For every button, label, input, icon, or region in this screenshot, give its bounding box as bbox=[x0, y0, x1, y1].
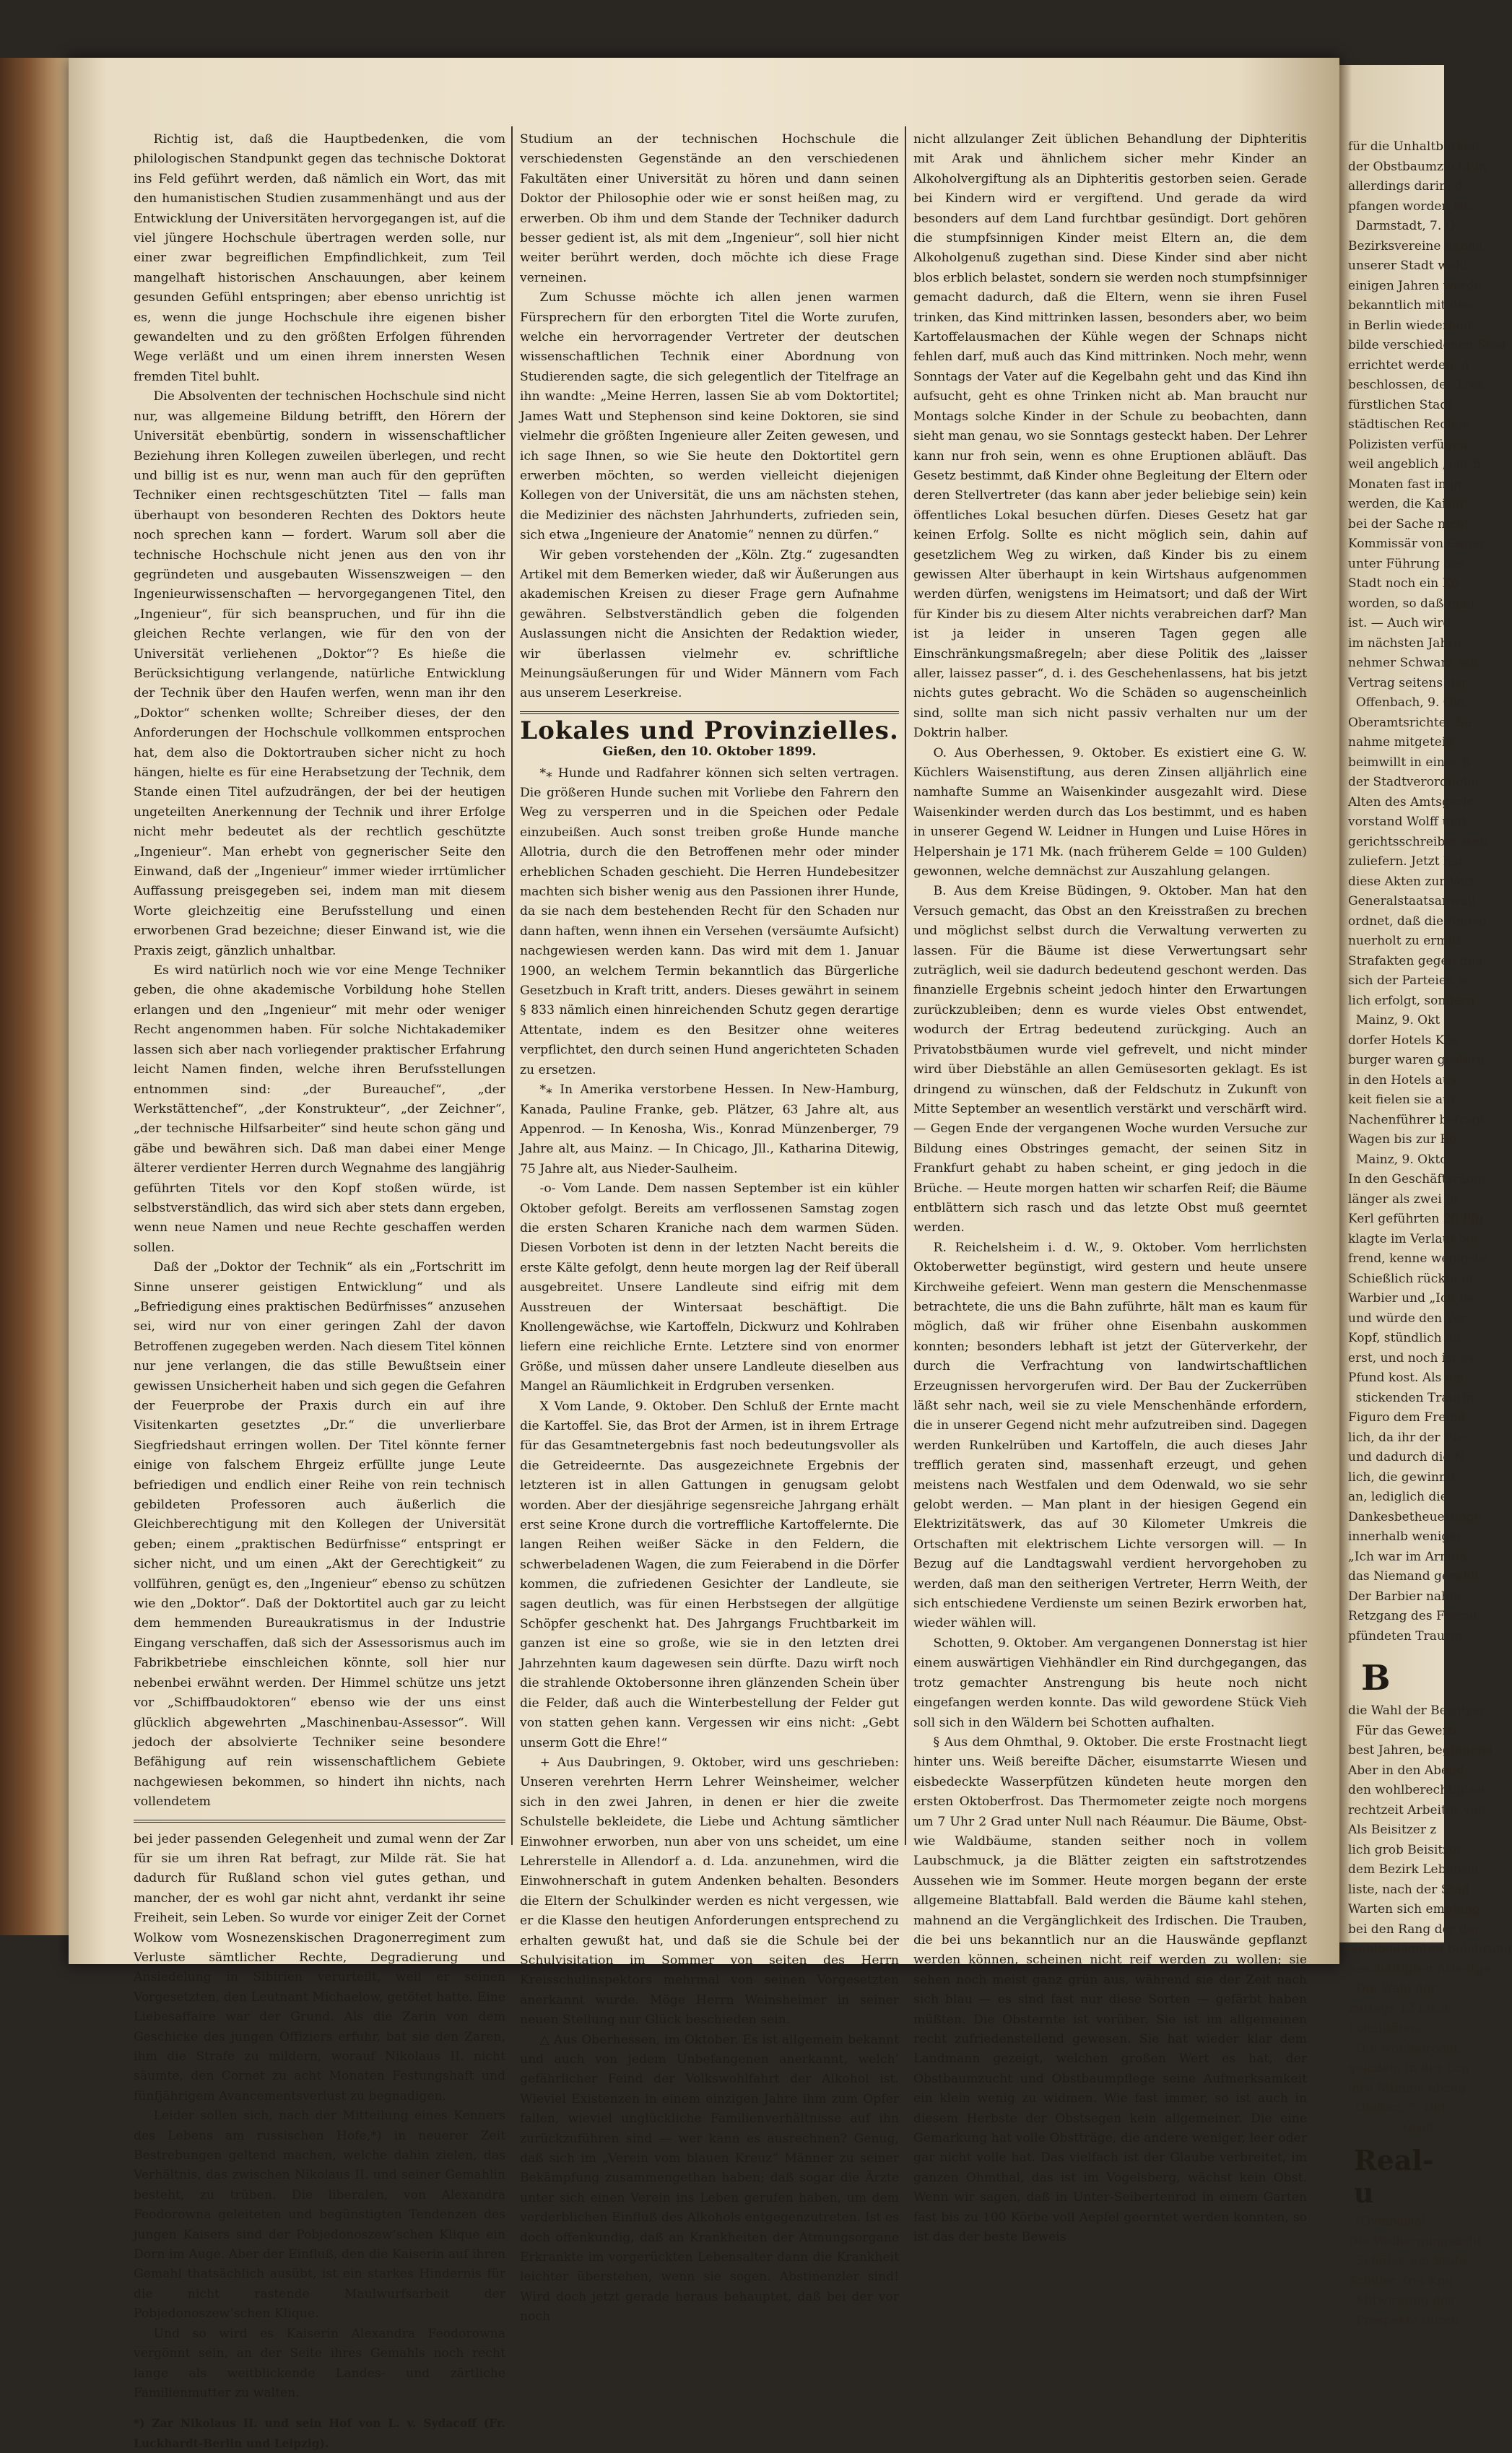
column-1 bbox=[134, 130, 505, 2453]
dateline: Gießen, den 10. Oktober 1899. bbox=[602, 744, 817, 760]
news-item: X Vom Lande, 9. Oktober. Den Schluß der Ernte macht die Kartoffel. Sie, das Brot der Armen, ist in ihrem Ertrage für das Gesamtnetergebnis fast noch bedeutungsvoller als die Getreideernte. Das ausgezeichnete Ergebnis der letzteren ist in allen Gattungen in genugsam gelobt worden. Aber der diesjährige segensreiche Jahrgang erhält erst seine Krone durch die vortreffliche Kartoffelernte. Die langen Reihen weißer Säcke in den Feldern, die schwerbeladenen Wagen, die zum Feierabend in die Dörfer kommen, die zufriedenen Gesichter der Landleute, sie sagen deutlich, was für einen Herbstsegen der allgütige Schöpfer geschenkt hat. Des Jahrgangs Fruchtbarkeit im ganzen ist eine so große, wie sie in den letzten drei Jahrzehnten kaum dagewesen sein dürfte. Dazu wirft noch die strahlende Oktobersonne ihren glänzenden Schein über die Felder, daß auch die Winterbestellung der Felder gut von statten gehen kann. Vergessen wir eins nicht: „Gebt unserm Gott die Ehre!“ bbox=[520, 1399, 899, 1750]
adjacent-page-text: die Wahl der Beisitzer Für das Gewerb best Jahren, beginnend Aber in den Abend den wohlberechtigten rechtzeit Arbeiter von Als Beisitzer z lich grob Beisitzer dem Bezirk Lebensla liste, nach der Stad Warten sich empfang bei den Rang der der wohlbedachten Belehrung beschäftigten Arbeitge Die Wahl der mittags 12 bis d Lokalitäten. Die wohlberecht geladen, in der Lag ihre Stimme abzug Gießen, 7. Okt Groß bbox=[1348, 1703, 1512, 2135]
article-paragraph: bei jeder passenden Gelegenheit und zumal wenn der Zar für sie um ihren Rat befragt, zur Milde rät. Sie hat dadurch für Rußland schon viel gutes gethan, und mancher, der es wohl gar nicht ahnt, verdankt ihr seine Freiheit, sein Leben. So wurde vor einiger Zeit der Cornet Wolkow vom Wosnezenskischen Dragonerregiment zum Verluste sämtlicher Rechte, Degradierung und Ansiedelung in Sibirien verurteilt, weil er seinen Vorgesetzten, den Leutnant Michaelow, getötet hatte. Eine Liebesaffaire war der Grund. Als die Zarin von dem Geschicke des jungen Offiziers erfuhr, bat sie den Zaren, ihm die Strafe zu mildern, worauf Nikolaus II. nicht säumte, den Cornet zu acht Monaten Festungshaft und fünfjährigem Avancementsverlust zu begnadigen. bbox=[134, 1831, 505, 2103]
column-rule-2 bbox=[905, 126, 906, 1845]
adjacent-page bbox=[1339, 65, 1512, 2328]
footnote: *) Zar Nikolaus II. und sein Hof von L. v. Sydacoff (Fr. Luckhardt-Berlin und Leipzig). bbox=[134, 2416, 505, 2450]
news-item: + Aus Daubringen, 9. Oktober, wird uns geschrieben: Unseren verehrten Herrn Lehrer Weinsheimer, welcher sich in den zwei Jahren, in denen er hier die zweite Schulstelle bekleidete, die Liebe und Achtung sämtlicher Einwohner erworben, nun aber von uns scheidet, um eine Lehrerstelle in Allendorf a. d. Lda. anzunehmen, wird die Einwohnerschaft in gutem Andenken behalten. Besonders die Eltern der Schulkinder werden es nicht vergessen, wie er die Klasse den heutigen Anforderungen entsprechend zu erhalten gewußt hat, und daß sie die Schule bei der Schulvisitation im Sommer von seiten des Herrn Kreisschulinspektors mehrmal von seinen Vorgesetzten anerkannt wurde. Möge Herrn Weinsheimer in seiner neuen Stellung nur Glück beschieden sein. bbox=[520, 1755, 899, 2028]
adjacent-page-heading: Real- u bbox=[1354, 2144, 1434, 2209]
article-paragraph: Richtig ist, daß die Hauptbedenken, die vom philologischen Standpunkt gegen das technische Doktorat ins Feld geführt werden, daß nämlich ein Wort, das mit den humanistischen Studien zusammenhängt und aus der Entwicklung der Universitäten hervorgegangen ist, auf die viel jüngere Hochschule übertragen werden solle, nur einer zwar begreiflichen Empfindlichkeit, zum Teil mangelhaft historischen Anschauungen, aber keinem gesunden Gefühl entspringen; aber ebenso unrichtig ist es, wenn die junge Hochschule ihre eigenen bisher gewandelten und zu den größten Erfolgen führenden Wege verläßt und um einen ihrem innersten Wesen fremden Titel buhlt. bbox=[134, 132, 505, 384]
column-2 bbox=[520, 130, 899, 2327]
book-binding-edge bbox=[0, 58, 79, 1935]
adjacent-page-text: für die Unhaltbarkeit der Obstbaumzucht in allerdings darin; d pfangen worden ist. Darmstadt, 7. O Bezirksvereine haben unserer Stadt wohl einigen Jahren werde bekanntlich mit den in Berlin wiederholt bilde verschiedenen Stad errichtet werden, d beschlossen, der Tres fürstlichen Stadt städtischen Rechnu Polizisten verfügen weil angeblich „ein B Monaten fast in gr werden, die Kaiser bei der Sache nicht Kommissär von Gener unter Führung des Stadt noch ein Ko worden, so daß man ist. — Auch wird im nächsten Jahre nehmer Schwarz sch Vertrag seitens der Offenbach, 9. Okt Oberamtsrichter Sa nahme mitgeteilt beimwillt in einer B der Stadtverordneter Alten des Amtsgeric vorstand Wolff und gerichtsschreiber wen zuliefern. Jetzt hat diese Akten zur Verf Generalstaatsanwalt ordnet, daß die Amtsg nuerholt zu ermitt Strafakten gegen den sich der Parteien w lich erfolgt, sondern Mainz, 9. Okt dorfer Hotels Käs burger waren gestern in den Hotels aus keit fielen sie auf Nachenführer befragt Wagen bis zur Bu Mainz, 9. Okto In den Geschäftsräum länger als zwei Ja Kerl geführten 20 Pfg. klagte im Verlauf bei frend, kenne wenigste Schießlich rückte er Warbier und „Ich ha und würde den Ver Kopf, stündlich an erst, und noch ist es Pfund kost. Als ein stickenden Traurin Figuro dem Fremd lich, da ihr der Fre und dadurch die N lich, die gewinnd an, lediglich die Dankesbetheuerunge innerhalb weniger „Ich war im Armen das Niemand gezahlt Der Barbier nahm Retzgang des Fremd pfündeten Traurin bbox=[1348, 139, 1506, 1644]
section-divider bbox=[134, 1820, 505, 1823]
column-rule-1 bbox=[511, 126, 513, 1845]
article-paragraph: Studium an der technischen Hochschule die verschiedensten Gegenstände an den verschiedenen Fakultäten einer Universität zu hören und dann seinen Doktor der Philosophie oder wie er sonst heißen mag, zu erwerben. Ob ihm und dem Stande der Techniker dadurch besser gedient ist, als mit dem „Ingenieur“, soll hier nicht weiter berührt werden, doch möchte ich diese Frage verneinen. bbox=[520, 132, 899, 285]
news-item: O. Aus Oberhessen, 9. Oktober. Es existiert eine G. W. Küchlers Waisenstiftung, aus deren Zinsen alljährlich eine namhafte Summe an Waisenkinder ausgezahlt wird. Diese Waisenkinder werden durch das Los bestimmt, und es haben in unserer Gegend W. Leidner in Hungen und Luise Höres in Helpershain je 171 Mk. (nach früherem Gelde = 100 Gulden) gewonnen, welche demnächst zur Auszahlung gelangen. bbox=[913, 745, 1307, 880]
news-item: § Aus dem Ohmthal, 9. Oktober. Die erste Frostnacht liegt hinter uns. Weiß bereifte Dächer, eisumstarrte Wiesen und eisbedeckte Wasserpfützen kündeten heute morgen den ersten Oktoberfrost. Das Thermometer zeigte noch morgens um 7 Uhr 2 Grad unter Null nach Réaumur. Die Bäume, Obst- wie Waldbäume, standen seither noch in vollem Laubschmuck, ja die Blätter zeigten ein saftstrotzendes Aussehen wie im Sommer. Heute morgen begann der erste allgemeine Blattabfall. Bald werden die Bäume kahl stehen, mahnend an die Vergänglichkeit des Irdischen. Die Trauben, die bei uns bekanntlich nur an die Hauswände gepflanzt werden können, scheinen nicht reif werden zu wollen; sie sehen noch meist ganz grün aus, während sie der Zeit nach sich blau — es sind fast nur diese Sorten — gefärbt haben müßten. Die Obsternte ist vorüber. Sie ist im allgemeinen recht zufriedenstellend gewesen. Sie hat wieder klar dem Landmann gezeigt, welchen großen Wert es hat, der Obstbaumzucht und Obstbaumpflege seine Aufmerksamkeit ein klein wenig zu widmen. Wie fast immer, so ist auch in diesem Herbste der Obstsegen kein allgemeiner. Die eine Gemarkung hat volle Obstträge, die andere weniger, leer oder gar nicht volle hat. Das vielfach ist der Glaube verbreitet, im ganzen Ohmthal, das ist im Vogelsberg, wächst kein Obst. Wenn wir sagen, daß in Unter-Seibertenrod in einem Garten fast bis zu 100 Körbe voll Aepfel geerntet werden konnten, so ist das der beste Beweis bbox=[913, 1735, 1307, 2245]
news-item: Schotten, 9. Oktober. Am vergangenen Donnerstag ist hier einem auswärtigen Viehhändler ein Rind durchgegangen, das trotz gemachter Anstrengung bis heute noch nicht eingefangen werden konnte. Das wild gewordene Stück Vieh soll sich in den Wäldern bei Schotten aufhalten. bbox=[913, 1636, 1307, 1730]
article-paragraph: Wir geben vorstehenden der „Köln. Ztg.“ zugesandten Artikel mit dem Bemerken wieder, daß wir Äußerungen aus akademischen Kreisen zu dieser Frage gern Aufnahme gewähren. Selbstverständlich geben die folgenden Auslassungen nicht die Ansichten der Redaktion wieder, wir überlassen vielmehr ev. schriftliche Meinungsäußerungen für und Wider Männern vom Fach aus unserem Leserkreise. bbox=[520, 547, 899, 701]
article-paragraph: Leider sollen sich, nach der Mitteilung eines Kenners des Lebens am russischen Hofe,*) in neuerer Zeit Bestrebungen geltend machen, welche dahin zielen, das Verhältnis, das zwischen Nikolaus II. und seiner Gemahlin besteht, zu trüben. Die liberalen, von Alexandra Feodorowna geleiteten und begünstigten Tendenzen des jungen Kaisers sind der Pobjedonoszew’schen Klique ein Dorn im Auge. Aber der Einfluß, den die Kaiserin auf ihren Gemahl thatsächlich ausübt, ist ein starkes Hindernis für die nicht rastende Maulwurfsarbeit der Pobjedonoszew’schen Klique. bbox=[134, 2109, 505, 2322]
news-item: nicht allzulanger Zeit üblichen Behandlung der Diphteritis mit Arak und ähnlichem sicher mehr Kinder an Alkoholvergiftung als an Diphteritis gestorben seien. Gerade bei Kindern wird er vergiftend. Und gerade da wird besonders auf dem Land furchtbar gesündigt. Dort gehören die stumpfsinnigen Kinder meist Eltern an, die dem Alkoholgenuß zugethan sind. Diese Kinder sind aber nicht blos erblich belastet, sondern sie werden noch stumpfsinniger gemacht dadurch, daß die Eltern, wenn sie ihren Fusel trinken, das Kind mittrinken lassen, besonders aber, wo beim Kartoffelausmachen der Kühle wegen der Schnaps nicht fehlen darf, muß auch das Kind mittrinken. Noch mehr, wenn Sonntags der Vater auf die Kegelbahn geht und das Kind ihn aufsucht, geht es ohne Trinken nicht ab. Man braucht nur Montags solche Kinder in der Schule zu beobachten, dann sieht man genau, wo sie Sonntags gesteckt haben. Der Lehrer kann nur froh sein, wenn es ohne Eruptionen abläuft. Das Gesetz bestimmt, daß Kinder ohne Begleitung der Eltern oder deren Stellvertreter (das kann aber jeder beliebige sein) kein öffentliches Lokal besuchen dürfen. Dieses Gesetz hat gar keinen Erfolg. Sollte es nicht möglich sein, dahin auf gesetzlichem Weg zu wirken, daß Kinder bis zu einem gewissen Alter überhaupt in kein Wirtshaus aufgenommen werden dürfen, wenigstens im Heimatsort; und daß der Wirt für Kinder bis zu diesem Alter nichts verabreichen darf? Man ist ja leider in unseren Tagen gegen alle Einschränkungsmaßregeln; aber diese Politik des „laisser aller, laissez passer“, d. i. des Geschehenlassens, hat bis jetzt nichts gutes gebracht. Wo die Schäden so augenscheinlich sind, sollte man sich nicht passiv verhalten nur um der Doktrin halber. bbox=[913, 132, 1307, 741]
article-paragraph: Daß der „Doktor der Technik“ als ein „Fortschritt im Sinne unserer geistigen Entwicklung“ und als „Befriedigung eines praktischen Bedürfnisses“ anzusehen sei, wird nur von einer geringen Zahl der davon Betroffenen zugegeben werden. Nach diesem Titel können nur jene verlangen, die das stille Bewußtsein einer gewissen Unsicherheit haben und sich gegen die Gefahren der Feuerprobe der Praxis durch ein auf ihre Visitenkarten gesetztes „Dr.“ die unverlierbare Siegfriedshaut erringen wollen. Der Titel könnte ferner einige von falschem Ehrgeiz erfüllte junge Leute befriedigen und endlich einer Reihe von rein technisch gebildeten Professoren auch äußerlich die Gleichberechtigung mit den Kollegen der Universität geben; einem „praktischen Bedürfnisse“ entspringt er sicher nicht, und um einen „Akt der Gerechtigkeit“ zu vollführen, genügt es, den „Ingenieur“ ebenso zu schützen wie den „Doktor“. Daß der Doktortitel auch gar zu leicht dem hemmenden Bureaukratismus in der Industrie Eingang verschaffen, daß sich der Assessorismus auch im Fabrikbetriebe einschleichen könnte, soll hier nur nebenbei erwähnt werden. Der Himmel schütze uns jetzt vor „Schiffbaudoktoren“ ebenso wie der uns einst glücklich abgewehrten „Maschinenbau-Assessor“. Will jedoch der absolvierte Techniker seine besondere Befähigung auf rein wissenschaftlichem Gebiete nachgewiesen bekommen, so hindert ihn nichts, nach vollendetem bbox=[134, 1260, 505, 1810]
adjacent-page-text: (Gymnasial Die Weihergungsacht Schüler, am Stufe Schüler, frei Kno Mitwirkung des Prospekte durch bbox=[1348, 2214, 1482, 2328]
news-item: *⁎ In Amerika verstorbene Hessen. In New-Hamburg, Kanada, Pauline Franke, geb. Plätzer, 63 Jahre alt, aus Appenrod. — In Kenosha, Wis., Konrad Münzenberger, 79 Jahre alt, aus Mainz. — In Chicago, Jll., Katharina Ditewig, 75 Jahre alt, aus Nieder-Saulheim. bbox=[520, 1082, 899, 1176]
article-paragraph: Es wird natürlich noch wie vor eine Menge Techniker geben, die ohne akademische Vorbildung hohe Stellen erlangen und den „Ingenieur“ mit mehr oder weniger Recht angenommen haben. Für solche Nichtakademiker lassen sich aber nach vorliegender praktischer Erfahrung leicht Namen finden, welche ihren Berufsstellungen entnommen sind: „der Bureauchef“, „der Werkstättenchef“, „der Konstrukteur“, „der Zeichner“, „der technische Hilfsarbeiter“ sind heute schon gäng und gäbe und bewähren sich. Daß man dabei einer Menge älterer verdienter Herren durch Wegnahme des langjährig geführten Titels vor den Kopf stoßen würde, ist selbstverständlich, das wird sich aber stets dann ergeben, wenn neue Namen und neue Rechte geschaffen werden sollen. bbox=[134, 963, 505, 1255]
section-title: Lokales und Provinzielles. bbox=[520, 716, 899, 745]
news-item: B. Aus dem Kreise Büdingen, 9. Oktober. Man hat den Versuch gemacht, das Obst an den Kreisstraßen zu brechen und möglichst selbst durch die Verwaltung verwerten zu lassen. Für die Bäume ist diese Verwertungsart sehr zuträglich, weil sie dadurch bedeutend geschont werden. Das finanzielle Ergebnis scheint jedoch hinter den Erwartungen zurückzubleiben; denn es wurde vieles Obst entwendet, wodurch der Ertrag bedeutend zurückging. Auch an Privatobstbäumen wurde viel gefrevelt, und nicht minder wird über Diebstähle an allen Gemüsesorten geklagt. Es ist dringend zu wünschen, daß der Feldschutz in Zukunft von Mitte September an wesentlich verstärkt und verschärft wird. — Gegen Ende der vergangenen Woche wurden Versuche zur Bildung eines Obstringes gemacht, der seinen Sitz in Frankfurt gehabt zu haben scheint, er ging jedoch in die Brüche. — Heute morgen hatten wir scharfen Reif; die Bäume entblättern sich rasch und das letzte Obst muß geerntet werden. bbox=[913, 884, 1307, 1236]
article-paragraph: Die Absolventen der technischen Hochschule sind nicht nur, was allgemeine Bildung betrifft, den Hörern der Universität ebenbürtig, sondern in wissenschaftlicher Beziehung ihren Kollegen zuweilen überlegen, und recht und billig ist es nur, wenn man auch für den geprüften Techniker einen rechtsgeschützten Titel — falls man überhaupt von besonderen Rechten des Doktors heute noch sprechen kann — fordert. Warum soll aber die technische Hochschule nicht jenen aus den von ihr gegründeten und ausgebauten Wissenszweigen — den Ingenieurwissenschaften — hervorgegangenen Titel, den „Ingenieur“, für sich beanspruchen, und für ihn die gleichen Rechte verlangen, wie für den von der Universität verliehenen „Doktor“? Es hieße die Berücksichtigung verlangende, natürliche Entwicklung der Technik über den Haufen werfen, wenn man ihr den „Doktor“ schenken wollte; Schreiber dieses, der den Anforderungen der Hochschule vollkommen entsprochen hat, dem also die Doktortrauben sicher nicht zu hoch hängen, hielte es für eine Herabsetzung der Technik, dem Stande einen Titel aufzudrängen, der bei der heutigen ungeteilten Anerkennung der Technik und ihrer Erfolge nicht mehr bedeutet als der rechtlich geschützte „Ingenieur“. Man erhebt von gegnerischer Seite den Einwand, daß der „Ingenieur“ immer wieder irrtümlicher Auffassung preisgegeben sei, indem man mit diesem Worte gleichzeitig eine Berufsstellung und einen erworbenen Grad bezeichne; dieser Einwand ist, wie die Praxis zeigt, gänzlich unhaltbar. bbox=[134, 389, 505, 958]
news-item: △ Aus Oberhessen, im Oktober. Es ist allgemein bekannt und auch von jedem Unbefangenen anerkannt, welch’ gefährlicher Feind der Volkswohlfahrt der Alkohol ist. Wieviel Existenzen in einem einzigen Jahre ihm zum Opfer fallen, wieviel unglückliche Familienverhältnisse auf ihn zurückzuführen sind — wer kann es ausrechnen? Genug, daß sich im „Verein vom blauen Kreuz“ Männer zu seiner Bekämpfung zusammengethan haben; daß sogar die Ärzte unter sich einen Verein ins Leben gerufen haben, um dem verderblichen Einfluß des Alkohols entgegenzutreten. Ist es doch offenkundig, daß an Krankheiten der Atmungsorgane Erkrankte im vorgerückten Lebensalter dann die Krankheit leichter überstehen, wenn sie sogen. Abstinenzler sind! Wird doch jetzt gerade heraus behauptet, daß bei der vor noch bbox=[520, 2032, 899, 2324]
news-item: -o- Vom Lande. Dem nassen September ist ein kühler Oktober gefolgt. Bereits am verflossenen Samstag zogen die ersten Scharen Kraniche nach dem warmen Süden. Diesen Vorboten ist denn in der letzten Nacht bereits die erste Kälte gefolgt, denn heute morgen lag der Reif überall ausgebreitet. Unsere Landleute sind eifrig mit dem Ausstreuen der Wintersaat beschäftigt. Die Knollengewächse, wie Kartoffeln, Dickwurz und Kohlraben liefern eine reichliche Ernte. Letztere sind von enormer Größe, und müssen daher unsere Landleute dieselben aus Mangel an Räumlichkeit in Erdgruben versenken. bbox=[520, 1181, 899, 1394]
news-item: R. Reichelsheim i. d. W., 9. Oktober. Vom herrlichsten Oktoberwetter begünstigt, wird gestern und heute unsere Kirchweihe gefeiert. Wenn man gestern die Menschenmasse betrachtete, die uns die Bahn zuführte, hält man es kaum für möglich, daß wir früher ohne Eisenbahn auskommen konnten; besonders lebhaft ist jetzt der Güterverkehr, der durch die Verfrachtung von landwirtschaftlichen Erzeugnissen hervorgerufen wird. Der Bau der Zuckerrüben läßt sehr nach, weil sie zu viele Menschenhände erfordern, die in unserer Gegend nicht mehr aufzutreiben sind. Dagegen werden Runkelrüben und Kartoffeln, die auch dieses Jahr trefflich geraten sind, massenhaft erzeugt, und gehen meistens nach Westfalen und dem Odenwald, wo sie sehr gelobt werden. — Man plant in der hiesigen Gegend ein Elektrizitätswerk, das auf 30 Kilometer Umkreis die Ortschaften mit elektrischem Lichte versorgen will. — In Bezug auf die Landtagswahl verdient hervorgehoben zu werden, daß man den seitherigen Vertreter, Herrn Weith, der sich entschiedene Verdienste um seinen Bezirk erworben hat, wieder wählen will. bbox=[913, 1240, 1307, 1631]
article-paragraph: Zum Schusse möchte ich allen jenen warmen Fürsprechern für den erborgten Titel die Worte zurufen, welche ein hervorragender Vertreter der deutschen wissenschaftlichen Technik einer Abordnung von Studierenden sagte, die sich gelegentlich der Titelfrage an ihn wandte: „Meine Herren, lassen Sie ab vom Doktortitel; James Watt und Stephenson sind keine Doktoren, sie sind vielmehr die größten Ingenieure aller Zeiten gewesen, und ich sage Ihnen, so wie Sie heute den Doktortitel gern erwerben möchten, so werden vielleicht diejenigen Kollegen von der Universität, die uns am nächsten stehen, die Medizinier des nächsten Jahrhunderts, zufrieden sein, sich etwa „Ingenieure der Anatomie“ nennen zu dürfen.“ bbox=[520, 290, 899, 543]
news-item: *⁎ Hunde und Radfahrer können sich selten vertragen. Die größeren Hunde suchen mit Vorliebe den Fahrern den Weg zu versperren und in die Speichen oder Pedale einzubeißen. Auch sonst treiben große Hunde manche Allotria, durch die den Betroffenen mehr oder minder erheblichen Schaden geschieht. Die Herren Hundebesitzer machten sich bisher wenig aus den Passionen ihrer Hunde, da sie nach dem bestehenden Recht für den Schaden nur dann haften, wenn ihnen ein Versehen (versäumte Aufsicht) nachgewiesen werden kann. Das wird mit dem 1. Januar 1900, an welchem Termin bekanntlich das Bürgerliche Gesetzbuch in Kraft tritt, anders. Dieses gewährt in seinem § 833 nämlich einen hinreichenden Schutz gegen derartige Attentate, indem es den Besitzer ohne weiteres verpflichtet, den durch seinen Hund angerichteten Schaden zu ersetzen. bbox=[520, 765, 899, 1077]
adjacent-page-initial: B bbox=[1361, 1658, 1391, 1698]
section-divider bbox=[520, 711, 899, 714]
column-3 bbox=[913, 130, 1307, 2247]
article-paragraph: Und so wird es Kaiserin Alexandra Feodorowna vergönnt sein, an der Seite ihres Gemahls noch recht lange als weitblickende Landes- und zärtliche Familienmutter zu walten. bbox=[134, 2326, 505, 2400]
